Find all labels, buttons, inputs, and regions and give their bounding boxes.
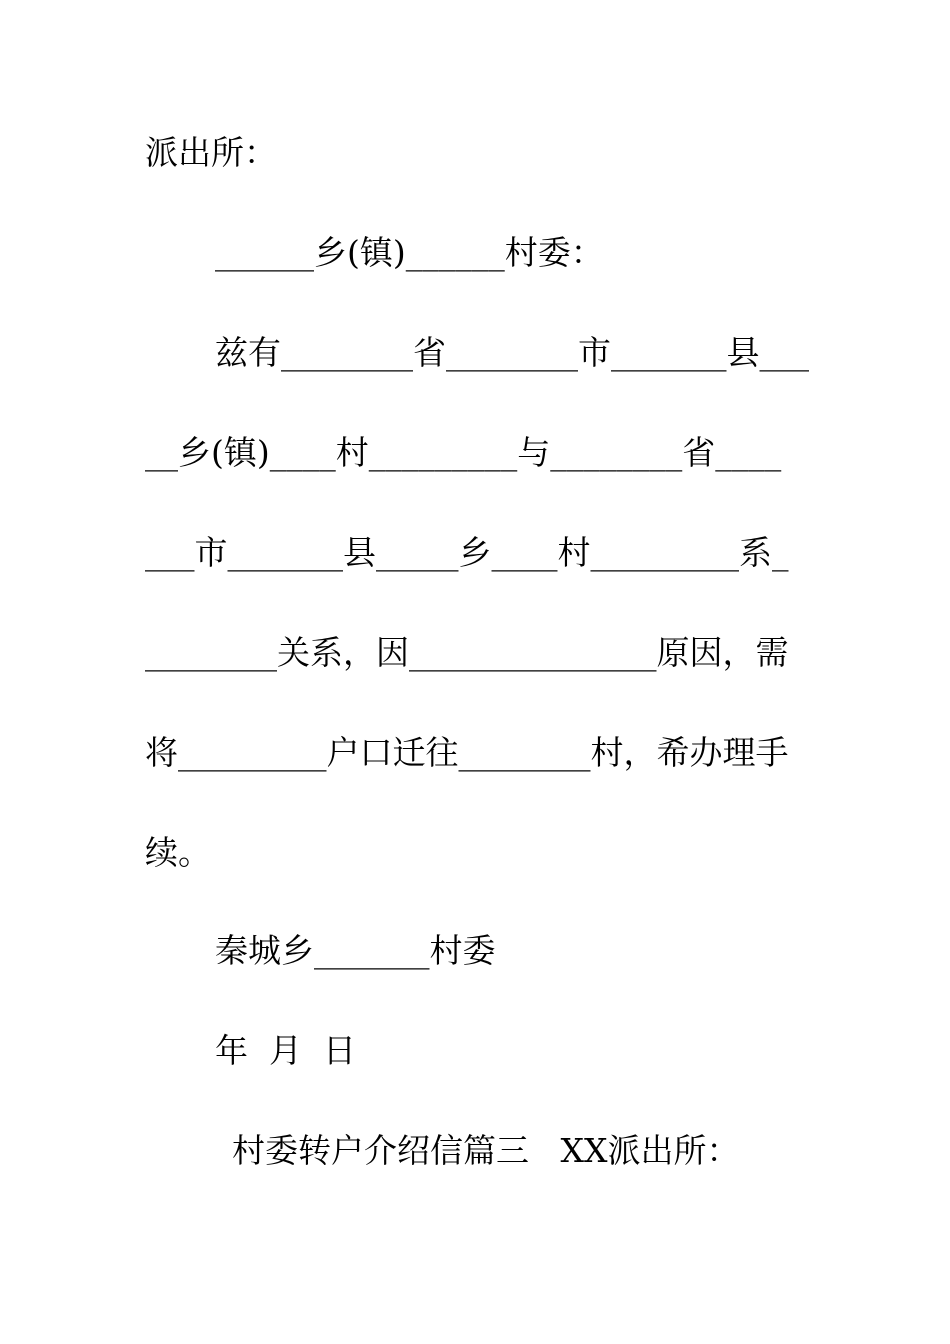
body-line-1: 兹有________省________市_______县___ (215, 333, 809, 372)
body-line-2: __乡(镇)____村_________与________省____ (145, 433, 782, 472)
signature-date: 年 月 日 (215, 1031, 356, 1070)
salutation-police-station: 派出所： (145, 133, 277, 172)
salutation-village-committee: ______乡(镇)______村委： (215, 233, 604, 272)
section-heading: 村委转户介绍信篇三 XX派出所： (232, 1131, 740, 1170)
body-line-6: 续。 (145, 833, 211, 872)
signature-committee: 秦城乡_______村委 (215, 931, 496, 970)
body-line-3: ___市_______县_____乡____村_________系_ (145, 533, 789, 572)
body-line-5: 将_________户口迁往________村，希办理手 (145, 733, 789, 772)
body-line-4: ________关系，因_______________原因，需 (145, 633, 789, 672)
